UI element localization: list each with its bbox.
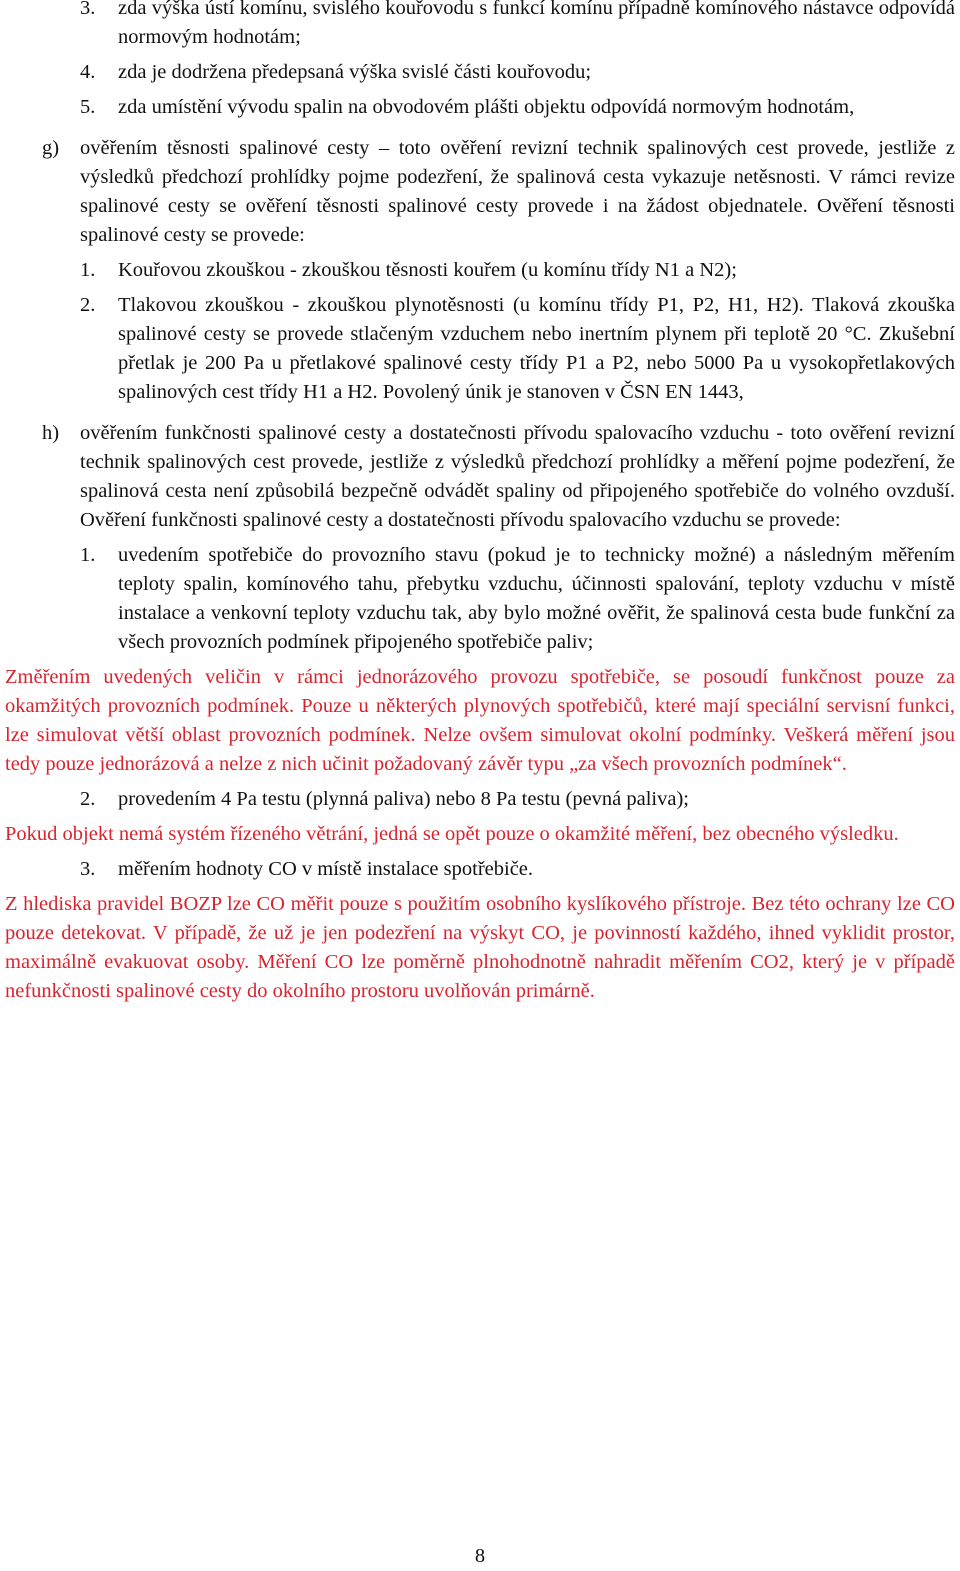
list-number: 5. [80,96,96,118]
list-item-5 [80,93,955,122]
section-g-text: ověřením těsnosti spalinové cesty – toto ověření revizní technik spalinových cest provede, jestliže z výsledků předchozí prohlídky pojme podezření, že spalinová cesta vykazuje netěsnosti. V rámci revize spalinové cesty se ověření těsnosti spalinové cesty provede i na žádost objednatele. Ověření těsnosti spalinové cesty se provede: [80,137,955,246]
list-number: 3. [80,0,96,19]
list-number: 1. [80,259,96,281]
section-g-item-2 [80,291,955,407]
section-h-item-1 [80,541,955,657]
section-g [42,134,955,250]
section-h-item-2 [80,785,955,814]
section-g-item-1 [80,256,955,285]
list-text: měřením hodnoty CO v místě instalace spotřebiče. [118,858,534,880]
note-measurement: Změřením uvedených veličin v rámci jednorázového provozu spotřebiče, se posoudí funkčnost pouze za okamžitých provozních podmínek. Pouze u některých plynových spotřebičů, které mají speciální servisní funkci, lze simulovat větší oblast provozních podmínek. Nelze ovšem simulovat okolní podmínky. Veškerá měření jsou tedy pouze jednorázová a nelze z nich učinit požadovaný závěr typu „za všech provozních podmínek“. [5,666,955,775]
list-text: Kouřovou zkouškou - zkouškou těsnosti kouřem (u komínu třídy N1 a N2); [118,259,737,281]
list-text: provedením 4 Pa testu (plynná paliva) nebo 8 Pa testu (pevná paliva); [118,788,689,810]
list-text: zda je dodržena předepsaná výška svislé části kouřovodu; [118,61,592,83]
list-text: uvedením spotřebiče do provozního stavu (pokud je to technicky možné) a následným měřením teploty spalin, komínového tahu, přebytku vzduchu, účinnosti spalování, teploty vzduchu v místě instalace a venkovní teploty vzduchu tak, aby bylo možné ověřit, že spalinová cesta bude funkční za všech provozních podmínek připojeného spotřebiče paliv; [118,544,955,653]
list-number: 4. [80,61,96,83]
list-number: 1. [80,544,96,566]
list-item-4 [80,58,955,87]
section-letter: g) [42,137,60,159]
list-number: 2. [80,294,96,316]
section-h-item-3 [80,855,955,884]
section-h [42,419,955,535]
page-number: 8 [474,1545,486,1567]
section-letter: h) [42,422,60,444]
list-text: zda výška ústí komínu, svislého kouřovodu s funkcí komínu případně komínového nástavce odpovídá normovým hodnotám; [118,0,955,48]
list-item-3 [80,0,955,52]
list-text: Tlakovou zkouškou - zkouškou plynotěsnosti (u komínu třídy P1, P2, H1, H2). Tlaková zkouška spalinové cesty se provede stlačeným vzduchem nebo inertním plynem při teplotě 20 °C. Zkušební přetlak je 200 Pa u přetlakové spalinové cesty třídy P1 a P2, nebo 5000 Pa u vysokopřetlakových spalinových cest třídy H1 a H2. Povolený únik je stanoven v ČSN EN 1443, [118,294,955,403]
note-ventilation: Pokud objekt nemá systém řízeného větrání, jedná se opět pouze o okamžité měření, bez obecného výsledku. [5,823,899,845]
list-number: 3. [80,858,96,880]
note-co-safety: Z hlediska pravidel BOZP lze CO měřit pouze s použitím osobního kyslíkového přístroje. Bez této ochrany lze CO pouze detekovat. V případě, že už je jen podezření na výskyt CO, je povinností každého, ihned vyklidit prostor, maximálně evakuovat osoby. Měření CO lze poměrně plnohodnotně nahradit měřením CO2, který je v případě nefunkčnosti spalinové cesty do okolního prostoru uvolňován primárně. [5,893,955,1002]
section-h-text: ověřením funkčnosti spalinové cesty a dostatečnosti přívodu spalovacího vzduchu - toto ověření revizní technik spalinových cest provede, jestliže z výsledků předchozí prohlídky a měření pojme podezření, že spalinová cesta není způsobilá bezpečně odvádět spaliny od připojeného spotřebiče do volného ovzduší. Ověření funkčnosti spalinové cesty a dostatečnosti přívodu spalovacího vzduchu se provede: [80,422,955,531]
list-number: 2. [80,788,96,810]
list-text: zda umístění vývodu spalin na obvodovém plášti objektu odpovídá normovým hodnotám, [118,96,855,118]
